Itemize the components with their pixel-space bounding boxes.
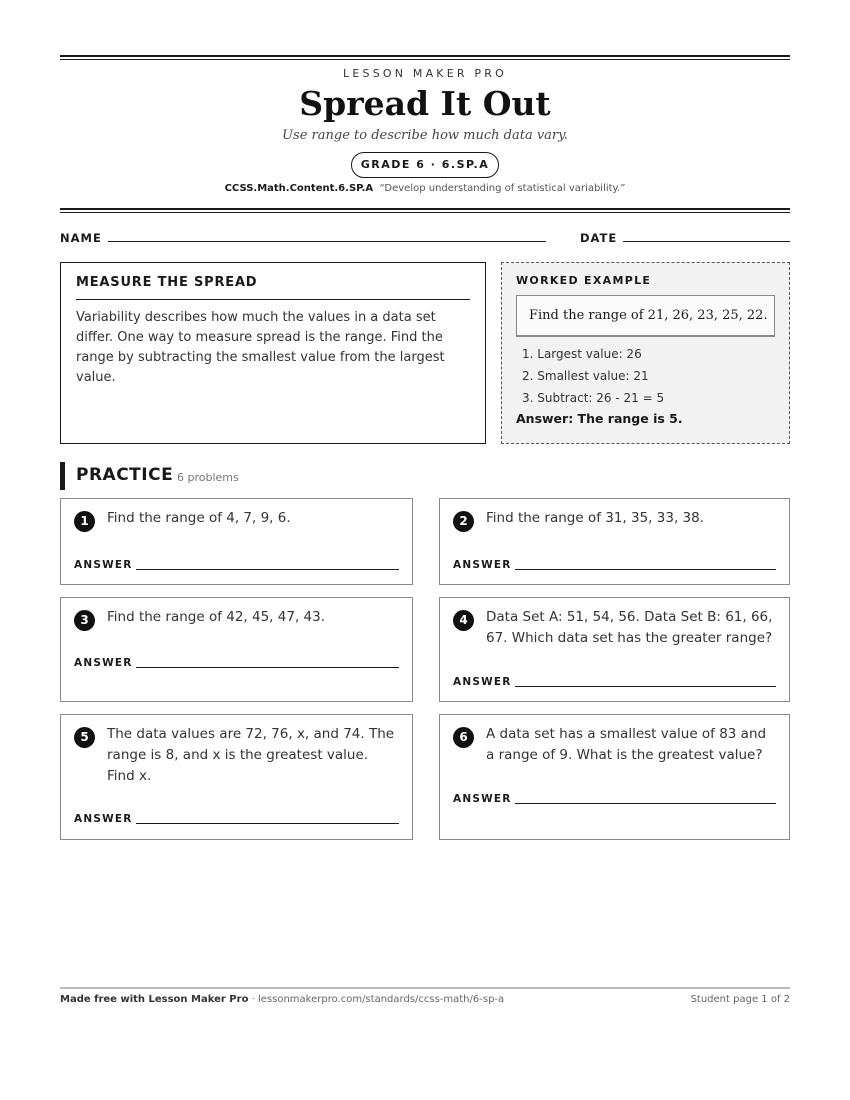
problem-card-6 [439, 714, 790, 840]
answer-label: ANSWER [453, 559, 512, 571]
answer-field[interactable] [515, 569, 776, 570]
footer-page-number: Student page 1 of 2 [690, 994, 790, 1005]
worked-example-step: 1. Largest value: 26 [522, 347, 642, 361]
answer-label: ANSWER [74, 559, 133, 571]
standard-code: CCSS.Math.Content.6.SP.A [224, 183, 374, 194]
footer-url[interactable]: · lessonmakerpro.com/standards/ccss-math/6-sp-a [248, 994, 505, 1005]
answer-field[interactable] [136, 667, 399, 668]
problem-number-badge: 5 [74, 727, 95, 748]
header-bottom-rule [60, 208, 790, 213]
answer-label: ANSWER [453, 793, 512, 805]
problem-number-badge: 4 [453, 610, 474, 631]
problem-number-badge: 6 [453, 727, 474, 748]
footer-credit [60, 994, 504, 1005]
worked-example-answer: Answer: The range is 5. [516, 411, 683, 426]
worked-example-title: WORKED EXAMPLE [516, 274, 652, 287]
standard-description: “Develop understanding of statistical variability.” [379, 183, 626, 194]
answer-label: ANSWER [453, 676, 512, 688]
concept-divider [76, 299, 470, 300]
practice-count: 6 problems [177, 471, 239, 484]
problem-text: Find the range of 31, 35, 33, 38. [486, 510, 704, 526]
worked-example-box [501, 262, 790, 444]
problem-number-badge: 3 [74, 610, 95, 631]
answer-field[interactable] [515, 803, 776, 804]
problem-card-2 [439, 498, 790, 585]
date-field[interactable] [623, 241, 790, 242]
worksheet-title: Spread It Out [299, 84, 551, 123]
problem-card-5 [60, 714, 413, 840]
practice-title: PRACTICE [76, 465, 174, 485]
worksheet-subtitle: Use range to describe how much data vary. [282, 128, 568, 143]
problem-number-badge: 2 [453, 511, 474, 532]
problem-text: Find the range of 42, 45, 47, 43. [107, 609, 325, 625]
brand-name: LESSON MAKER PRO [343, 67, 507, 80]
header-top-rule [60, 55, 790, 60]
answer-label: ANSWER [74, 657, 133, 669]
problem-text: Find the range of 4, 7, 9, 6. [107, 510, 291, 526]
footer-made-with: Made free with Lesson Maker Pro [60, 994, 249, 1005]
problem-text: Data Set A: 51, 54, 56. Data Set B: 61, 66, 67. Which data set has the greater range? [486, 609, 773, 646]
grade-badge: GRADE 6 · 6.SP.A [351, 152, 499, 178]
answer-field[interactable] [136, 569, 399, 570]
worksheet-page [60, 0, 790, 1100]
answer-field[interactable] [515, 686, 776, 687]
answer-label: ANSWER [74, 813, 133, 825]
standard-line [60, 183, 790, 194]
problem-card-1 [60, 498, 413, 585]
worked-example-problem: Find the range of 21, 26, 23, 25, 22. [516, 295, 775, 337]
problem-card-3 [60, 597, 413, 702]
concept-box [60, 262, 486, 444]
concept-text: Variability describes how much the values in a data set differ. One way to measure spread is the range. Find the range by subtracting the smallest value from the largest value. [76, 310, 445, 385]
problem-number-badge: 1 [74, 511, 95, 532]
practice-accent-bar [60, 462, 65, 490]
name-field[interactable] [108, 241, 546, 242]
problem-text: The data values are 72, 76, x, and 74. The range is 8, and x is the greatest value. Find x. [107, 726, 395, 784]
answer-field[interactable] [136, 823, 399, 824]
date-label: DATE [580, 231, 618, 245]
worked-example-step: 3. Subtract: 26 - 21 = 5 [522, 391, 665, 405]
name-label: NAME [60, 231, 102, 245]
worked-example-steps [516, 343, 775, 409]
problem-text: A data set has a smallest value of 83 and a range of 9. What is the greatest value? [486, 726, 767, 763]
footer-rule [60, 987, 790, 989]
worked-example-step: 2. Smallest value: 21 [522, 369, 649, 383]
problem-card-4 [439, 597, 790, 702]
concept-title: MEASURE THE SPREAD [76, 275, 258, 290]
